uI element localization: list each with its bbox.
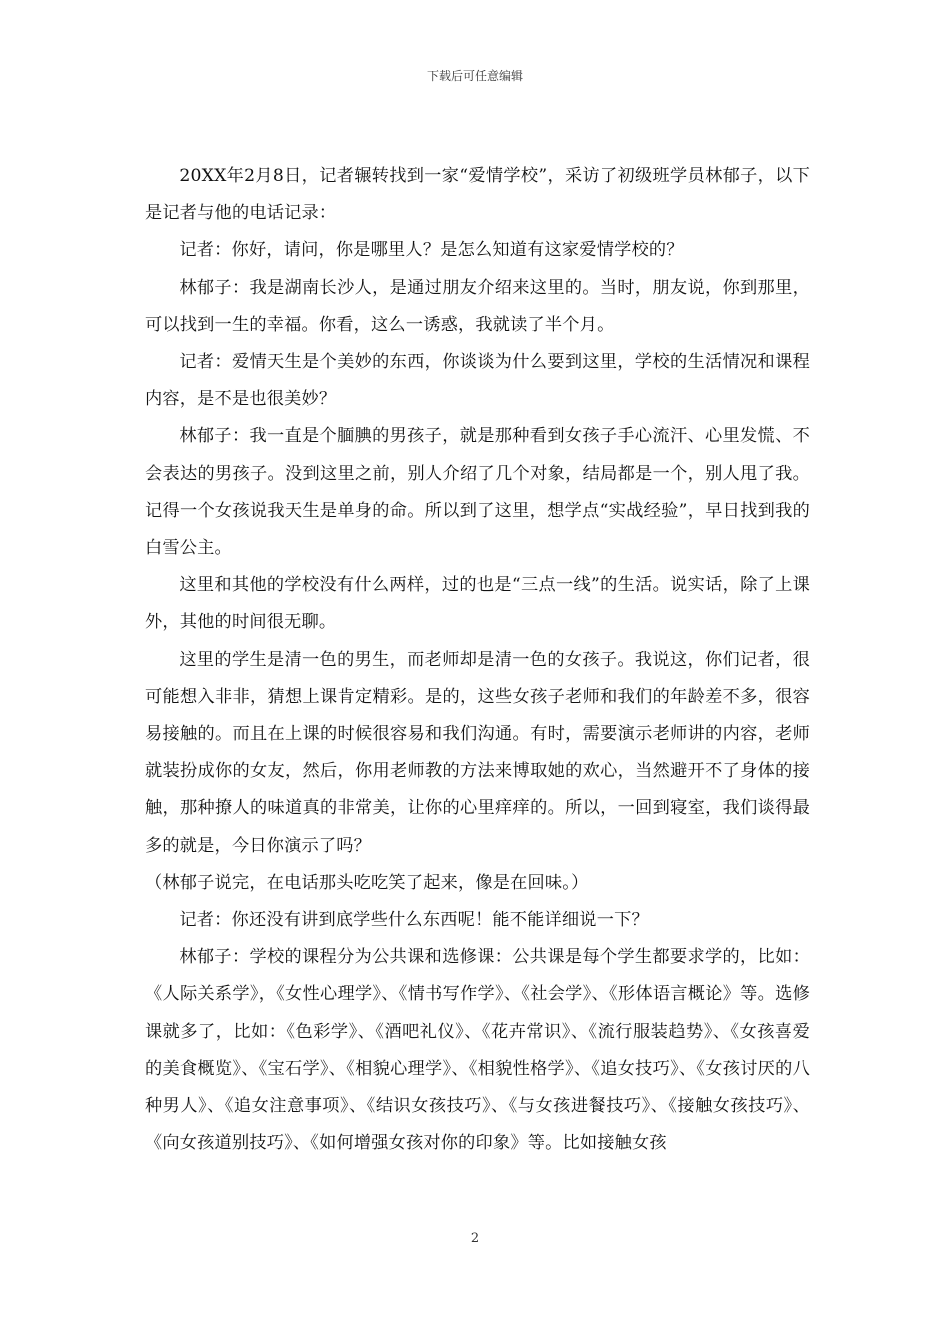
paragraph-answer-2: 林郁子：我一直是个腼腆的男孩子，就是那种看到女孩子手心流汗、心里发慌、不会表达的男孩子。没到这里之前，别人介绍了几个对象，结局都是一个，别人甩了我。记得一个女孩说我天生是单身的命。所以到了这里，想学点“实战经验”，早日找到我的白雪公主。 (145, 426, 810, 559)
paragraph-aside: （林郁子说完，在电话那头吃吃笑了起来，像是在回味。） (145, 872, 589, 893)
paragraph-answer-4: 这里的学生是清一色的男生，而老师却是清一色的女孩子。我说这，你们记者，很可能想入非非，猜想上课肯定精彩。是的，这些女孩子老师和我们的年龄差不多，很容易接触的。而且在上课的时候很容易和我们沟通。有时，需要演示老师讲的内容，老师就装扮成你的女友，然后，你用老师教的方法来博取她的欢心，当然避开不了身体的接触，那种撩人的味道真的非常美，让你的心里痒痒的。所以，一回到寝室，我们谈得最多的就是，今日你演示了吗？ (145, 649, 810, 856)
paragraph-answer-5: 林郁子：学校的课程分为公共课和选修课：公共课是每个学生都要求学的，比如：《人际关系学》，《女性心理学》、《情书写作学》、《社会学》、《形体语言概论》等。选修课就多了，比如：《色彩学》、《酒吧礼仪》、《花卉常识》、《流行服装趋势》、《女孩喜爱的美食概览》、《宝石学》、《相貌心理学》、《相貌性格学》、《追女技巧》、《女孩讨厌的八种男人》、《追女注意事项》、《结识女孩技巧》、《与女孩进餐技巧》、《接触女孩技巧》、《向女孩道别技巧》、《如何增强女孩对你的印象》等。比如接触女孩 (145, 947, 810, 1154)
page-header: 下载后可任意编辑 (426, 69, 523, 83)
article-body (145, 158, 810, 1162)
paragraph-reporter-question-1: 记者：你好，请问，你是哪里人？是怎么知道有这家爱情学校的？ (179, 240, 684, 261)
paragraph-reporter-question-3: 记者：你还没有讲到底学些什么东西呢！能不能详细说一下？ (179, 910, 649, 931)
paragraph-answer-3: 这里和其他的学校没有什么两样，过的也是“三点一线”的生活。说实话，除了上课外，其他的时间很无聊。 (145, 575, 810, 633)
page-number: 2 (470, 1231, 480, 1246)
paragraph-intro: 20XX年2月8日，记者辗转找到一家“爱情学校”，采访了初级班学员林郁子，以下是记者与他的电话记录： (145, 166, 810, 224)
paragraph-answer-1: 林郁子：我是湖南长沙人，是通过朋友介绍来这里的。当时，朋友说，你到那里，可以找到一生的幸福。你看，这么一诱惑，我就读了半个月。 (145, 277, 810, 335)
paragraph-reporter-question-2: 记者：爱情天生是个美妙的东西，你谈谈为什么要到这里，学校的生活情况和课程内容，是不是也很美妙？ (145, 352, 810, 410)
